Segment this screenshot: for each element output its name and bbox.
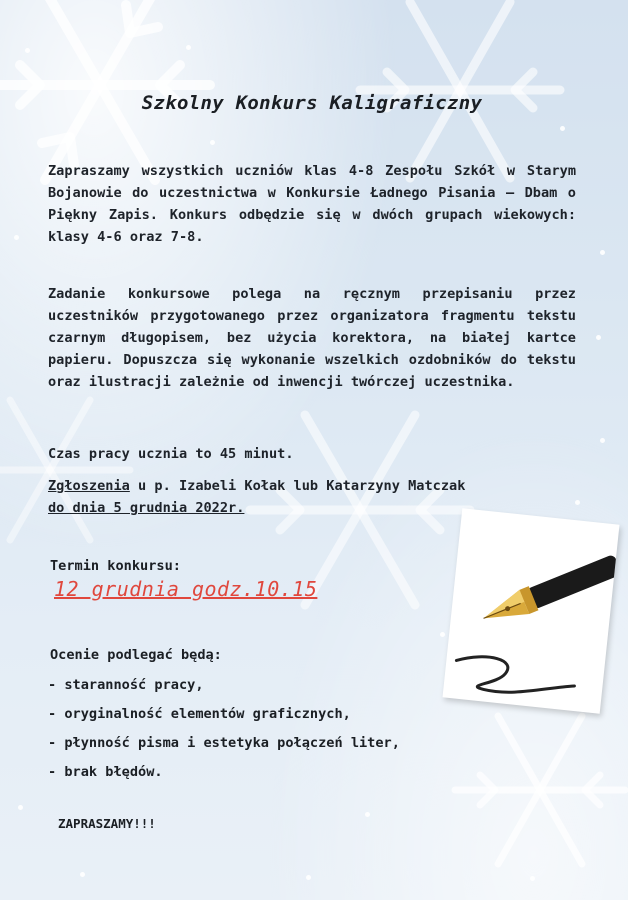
page-title: Szkolny Konkurs Kaligraficzny — [141, 92, 483, 114]
term-label: Termin konkursu: — [50, 558, 181, 574]
snow-dot — [530, 876, 535, 881]
task-paragraph: Zadanie konkursowe polega na ręcznym przepisaniu przez uczestników przygotowanego przez organizatora fragmentu tekstu czarnym długopisem, bez użycia korektora, na białej kartce papieru. Dopuszcza się wykonanie wszelkich ozdobników do tekstu oraz ilustracji zależnie od inwencji twórczej uczestnika. — [48, 286, 576, 390]
snow-dot — [306, 875, 311, 880]
fountain-pen-icon — [443, 508, 620, 713]
snowflake-icon — [0, 380, 140, 560]
registration-rest: u p. Izabeli Kołak lub Katarzyny Matczak — [129, 478, 466, 494]
snow-dot — [600, 250, 605, 255]
duration-paragraph: Czas pracy ucznia to 45 minut. — [48, 446, 294, 462]
snow-dot — [14, 235, 19, 240]
registration-deadline: do dnia 5 grudnia 2022r. — [48, 500, 245, 516]
registration-paragraph — [48, 475, 576, 519]
criteria-title: Ocenie podlegać będą: — [50, 647, 222, 663]
intro-paragraph: Zapraszamy wszystkich uczniów klas 4-8 Zespołu Szkół w Starym Bojanowie do uczestnictwa w Konkursie Ładnego Pisania – Dbam o Piękny Zapis. Konkurs odbędzie się w dwóch grupach wiekowych: klasy 4-6 oraz 7-8. — [48, 163, 576, 245]
snow-dot — [440, 632, 445, 637]
snow-dot — [186, 45, 191, 50]
snow-dot — [18, 805, 23, 810]
snow-dot — [210, 140, 215, 145]
snow-dot — [600, 438, 605, 443]
criteria-item: - oryginalność elementów graficznych, — [48, 706, 351, 722]
criteria-item: - płynność pisma i estetyka połączeń liter, — [48, 735, 400, 751]
closing-text: ZAPRASZAMY!!! — [58, 816, 156, 831]
pen-illustration-card — [443, 508, 620, 713]
snow-dot — [25, 48, 30, 53]
snowflake-icon — [440, 690, 628, 890]
snow-dot — [365, 812, 370, 817]
snow-dot — [80, 872, 85, 877]
registration-lead: Zgłoszenia — [48, 478, 130, 494]
term-date: 12 grudnia godz.10.15 — [54, 577, 318, 601]
criteria-item: - staranność pracy, — [48, 677, 204, 693]
snow-dot — [560, 126, 565, 131]
snow-dot — [596, 335, 601, 340]
criteria-list — [48, 677, 400, 793]
criteria-item: - brak błędów. — [48, 764, 163, 780]
